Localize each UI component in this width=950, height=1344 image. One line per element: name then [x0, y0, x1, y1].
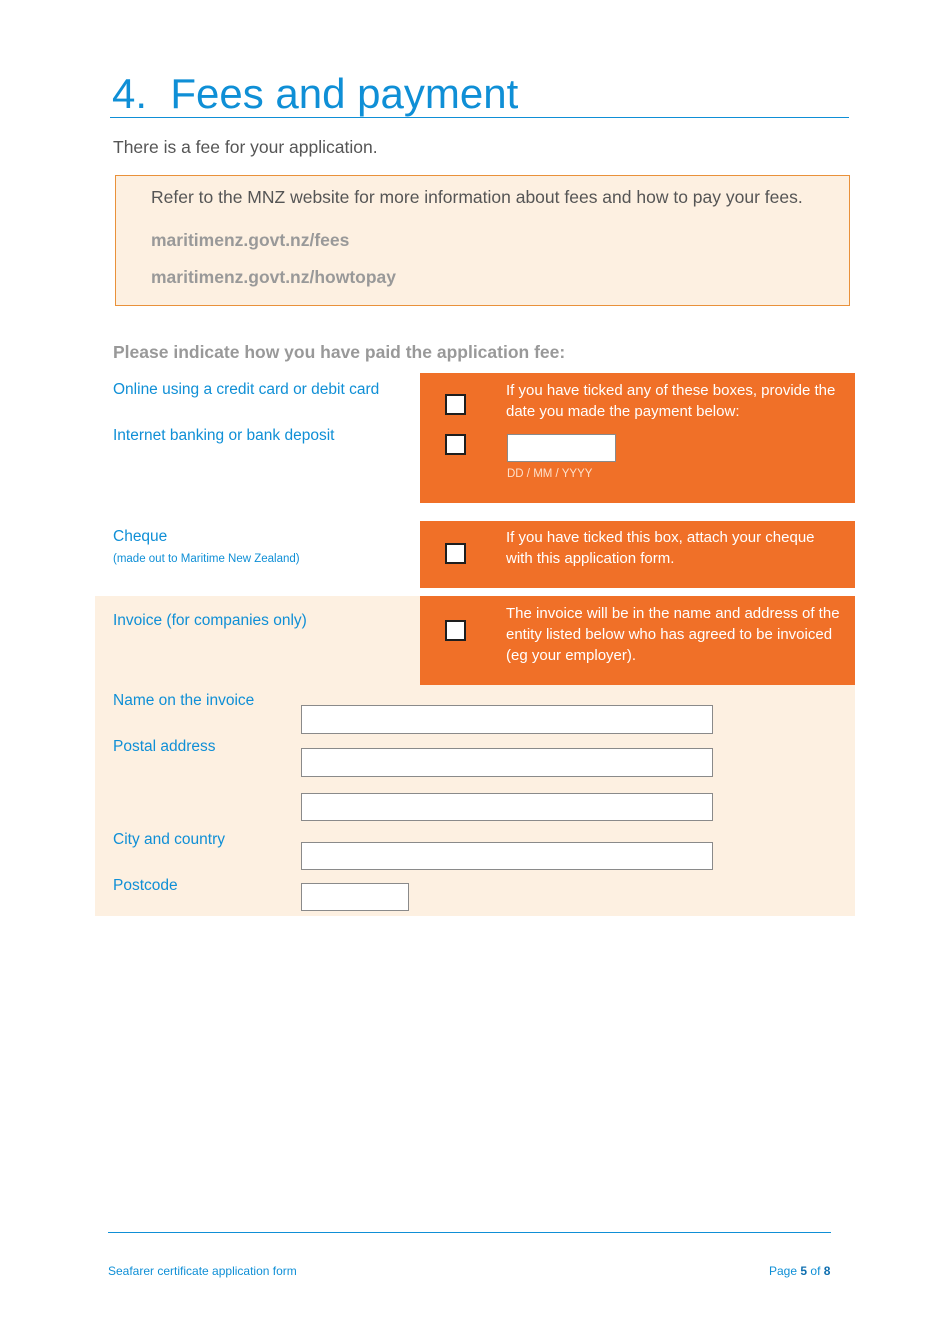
section-title: Fees and payment [170, 70, 519, 117]
page-current: 5 [800, 1264, 808, 1278]
invoice-label: Invoice (for companies only) [113, 612, 307, 629]
postcode-label: Postcode [113, 877, 178, 894]
info-text: Refer to the MNZ website for more information about fees and how to pay your fees. [151, 187, 803, 207]
city-country-input[interactable] [301, 842, 713, 870]
invoice-name-label: Name on the invoice [113, 692, 255, 709]
page-total: 8 [823, 1264, 831, 1278]
postal-address-input-line2[interactable] [301, 793, 713, 821]
postal-address-input-line1[interactable] [301, 748, 713, 777]
section-heading [112, 68, 518, 120]
cheque-instructions: If you have ticked this box, attach your cheque with this application form. [506, 529, 815, 567]
invoice-instructions: The invoice will be in the name and address of the entity listed below who has agreed to be invoiced (eg your employer). [506, 605, 840, 664]
internet-banking-checkbox[interactable] [445, 434, 466, 455]
online-payment-instructions: If you have ticked any of these boxes, provide the date you made the payment below: [506, 382, 836, 420]
page-of: of [810, 1264, 821, 1278]
cheque-label: Cheque [113, 528, 168, 545]
invoice-checkbox[interactable] [445, 620, 466, 641]
fees-link[interactable]: maritimenz.govt.nz/fees [151, 230, 350, 250]
page-indicator [769, 1264, 830, 1278]
footer-divider [108, 1232, 831, 1233]
cheque-checkbox[interactable] [445, 543, 466, 564]
date-format-hint: DD / MM / YYYY [507, 468, 593, 480]
internet-banking-label: Internet banking or bank deposit [113, 427, 335, 444]
section-number: 4. [112, 70, 148, 117]
postcode-input[interactable] [301, 883, 409, 911]
intro-text: There is a fee for your application. [113, 137, 378, 157]
postal-address-label: Postal address [113, 738, 216, 755]
payment-prompt: Please indicate how you have paid the application fee: [113, 342, 566, 362]
footer-form-name: Seafarer certificate application form [108, 1264, 297, 1278]
online-payment-checkbox[interactable] [445, 394, 466, 415]
invoice-name-input[interactable] [301, 705, 713, 734]
city-country-label: City and country [113, 831, 225, 848]
heading-divider [110, 117, 849, 118]
howtopay-link[interactable]: maritimenz.govt.nz/howtopay [151, 267, 397, 287]
payment-date-input[interactable] [507, 434, 616, 462]
online-payment-label: Online using a credit card or debit card [113, 381, 380, 398]
cheque-note: (made out to Maritime New Zealand) [113, 553, 300, 565]
page-label: Page [769, 1264, 798, 1278]
